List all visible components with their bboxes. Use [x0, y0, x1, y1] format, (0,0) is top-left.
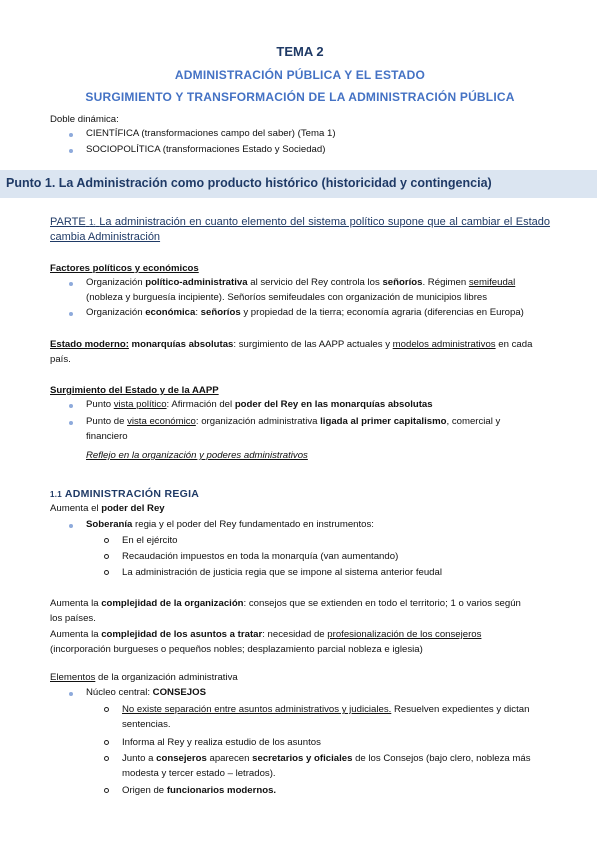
circle-bullet-icon	[104, 740, 109, 745]
regia-subitem-recaudacion: Recaudación impuestos en toda la monarquía (van aumentando)	[122, 551, 399, 562]
parte-number: 1.	[89, 218, 96, 227]
tema-title: TEMA 2	[276, 44, 324, 59]
parte-heading	[50, 215, 550, 245]
surgimiento-item-2-line2: financiero	[86, 431, 128, 442]
punto-heading: Punto 1. La Administración como producto histórico (historicidad y contingencia)	[6, 176, 492, 190]
circle-bullet-icon	[104, 554, 109, 559]
circle-bullet-icon	[104, 570, 109, 575]
parte-prefix: PARTE	[50, 216, 86, 228]
circle-bullet-icon	[104, 788, 109, 793]
complejidad-organizacion: Aumenta la complejidad de la organización: consejos que se extienden en todo el territorio; 1 o varios según	[50, 598, 521, 609]
estado-moderno: Estado moderno: monarquías absolutas: surgimiento de las AAPP actuales y modelos administrativos en cada	[50, 339, 533, 350]
elementos-sub-2: Informa al Rey y realiza estudio de los asuntos	[122, 737, 321, 748]
complejidad-asuntos: Aumenta la complejidad de los asuntos a tratar: necesidad de profesionalización de los consejeros	[50, 629, 482, 640]
regia-subitem-ejercito: En el ejército	[122, 535, 178, 546]
reflejo-note: Reflejo en la organización y poderes administrativos	[86, 450, 308, 461]
nucleo-central: Núcleo central: CONSEJOS	[86, 687, 206, 698]
bullet-icon	[69, 312, 73, 316]
factores-item-1-line2: (nobleza y burguesía incipiente). Señoríos semifeudales con organización de municipios libres	[86, 292, 488, 303]
elementos-sub-3-line2: modesta y tercer estado – letrados).	[122, 768, 276, 779]
subtitle: SURGIMIENTO Y TRANSFORMACIÓN DE LA ADMINISTRACIÓN PÚBLICA	[85, 90, 515, 104]
bullet-icon	[69, 692, 73, 696]
intro-item-cientifica: CIENTÍFICA (transformaciones campo del saber) (Tema 1)	[86, 128, 336, 139]
main-title: ADMINISTRACIÓN PÚBLICA Y EL ESTADO	[174, 68, 426, 82]
surgimiento-item-2: Punto de vista económico: organización administrativa ligada al primer capitalismo, comercial y	[86, 416, 501, 427]
aumenta-poder: Aumenta el poder del Rey	[50, 503, 165, 514]
factores-item-2: Organización económica: señoríos y propiedad de la tierra; economía agraria (diferencias en Europa)	[86, 307, 524, 318]
circle-bullet-icon	[104, 756, 109, 761]
elementos-heading: Elementos de la organización administrativa	[50, 672, 238, 683]
elementos-sub-1: No existe separación entre asuntos administrativos y judiciales. Resuelven expedientes y dictan	[122, 704, 530, 715]
elementos-sub-3: Junto a consejeros aparecen secretarios y oficiales de los Consejos (bajo clero, nobleza más	[122, 753, 531, 764]
bullet-icon	[69, 149, 73, 153]
bullet-icon	[69, 524, 73, 528]
complejidad-organizacion-line2: los países.	[50, 613, 96, 624]
surgimiento-heading: Surgimiento del Estado y de la AAPP	[50, 385, 219, 396]
circle-bullet-icon	[104, 538, 109, 543]
bullet-icon	[69, 421, 73, 425]
estado-moderno-line2: país.	[50, 354, 71, 365]
soberania-item: Soberanía regia y el poder del Rey fundamentado en instrumentos:	[86, 519, 374, 530]
elementos-sub-1-line2: sentencias.	[122, 719, 171, 730]
parte-text: La administración en cuanto elemento del sistema político supone que al cambiar el Estado cambia Administración	[50, 216, 551, 243]
intro-item-sociopolitica: SOCIOPOLÍTICA (transformaciones Estado y Sociedad)	[86, 144, 326, 155]
factores-item-1: Organización político-administrativa al servicio del Rey controla los señoríos. Régimen semifeudal	[86, 277, 516, 288]
bullet-icon	[69, 282, 73, 286]
regia-subitem-justicia: La administración de justicia regia que se impone al sistema anterior feudal	[122, 567, 442, 578]
regia-heading: 1.1 ADMINISTRACIÓN REGIA	[50, 488, 200, 500]
bullet-icon	[69, 404, 73, 408]
elementos-sub-4: Origen de funcionarios modernos.	[122, 785, 277, 796]
surgimiento-item-1: Punto vista político: Afirmación del poder del Rey en las monarquías absolutas	[86, 399, 433, 410]
intro-label: Doble dinámica:	[50, 114, 119, 125]
factores-heading: Factores políticos y económicos	[50, 263, 199, 274]
circle-bullet-icon	[104, 707, 109, 712]
bullet-icon	[69, 133, 73, 137]
complejidad-asuntos-line2: (incorporación burgueses o pequeños nobles; desplazamiento parcial nobleza e iglesia)	[50, 644, 423, 655]
